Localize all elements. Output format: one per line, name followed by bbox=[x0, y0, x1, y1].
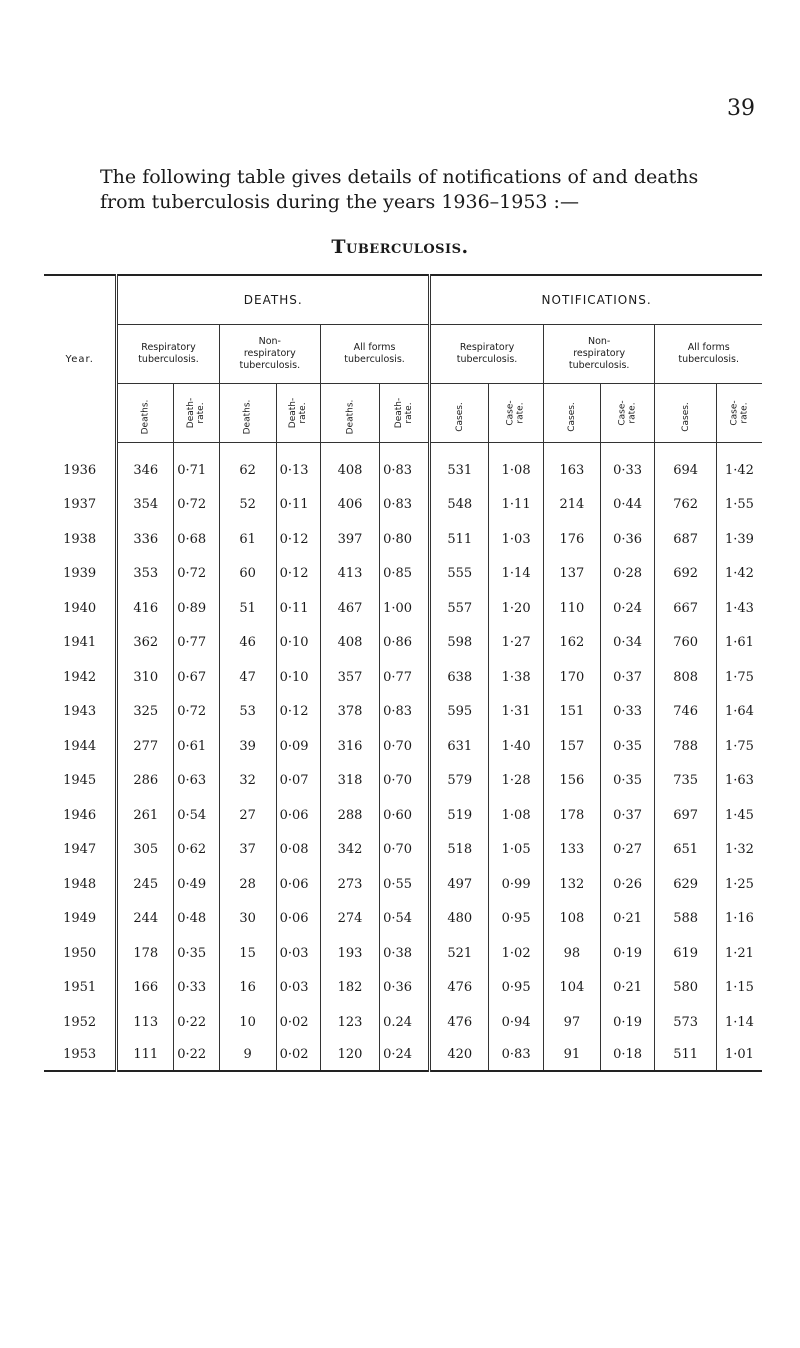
cell-nonresp-death-rate: 0·02 bbox=[276, 1005, 320, 1040]
cell-all-cases: 697 bbox=[655, 798, 716, 833]
notifications-all-forms-header: All forms tuberculosis. bbox=[655, 325, 762, 384]
col-case-rate: Case- rate. bbox=[716, 384, 762, 443]
cell-nonresp-death-rate: 0·09 bbox=[276, 729, 320, 764]
cell-nonresp-deaths: 37 bbox=[219, 833, 276, 868]
cell-nonresp-cases: 214 bbox=[543, 488, 600, 523]
cell-all-cases: 788 bbox=[655, 729, 716, 764]
cell-resp-case-rate: 1·03 bbox=[489, 522, 544, 557]
cell-all-cases: 580 bbox=[655, 971, 716, 1006]
cell-nonresp-death-rate: 0·08 bbox=[276, 833, 320, 868]
cell-all-cases: 573 bbox=[655, 1005, 716, 1040]
cell-resp-cases: 557 bbox=[430, 591, 489, 626]
cell-resp-cases: 595 bbox=[430, 695, 489, 730]
cell-year: 1942 bbox=[44, 660, 117, 695]
cell-resp-cases: 638 bbox=[430, 660, 489, 695]
cell-resp-death-rate: 0·22 bbox=[174, 1005, 220, 1040]
cell-year: 1941 bbox=[44, 626, 117, 661]
cell-all-deaths: 408 bbox=[320, 443, 379, 488]
cell-all-cases: 694 bbox=[655, 443, 716, 488]
cell-all-case-rate: 1·42 bbox=[724, 462, 754, 478]
cell-resp-death-rate: 0·22 bbox=[174, 1040, 220, 1071]
cell-nonresp-case-rate: 0·44 bbox=[600, 488, 655, 523]
table-row bbox=[44, 971, 762, 1006]
cell-year: 1945 bbox=[44, 764, 117, 799]
cell-nonresp-death-rate: 0·10 bbox=[276, 626, 320, 661]
cell-resp-deaths: 310 bbox=[117, 660, 174, 695]
table-row bbox=[44, 902, 762, 937]
cell-all-deaths: 123 bbox=[320, 1005, 379, 1040]
table-row bbox=[44, 936, 762, 971]
cell-resp-death-rate: 0·54 bbox=[174, 798, 220, 833]
cell-all-cases: 588 bbox=[655, 902, 716, 937]
table-row bbox=[44, 833, 762, 868]
cell-all-deaths: 397 bbox=[320, 522, 379, 557]
cell-all-cases: 667 bbox=[655, 591, 716, 626]
cell-resp-deaths: 277 bbox=[117, 729, 174, 764]
cell-resp-deaths: 178 bbox=[117, 936, 174, 971]
cell-resp-death-rate: 0·89 bbox=[174, 591, 220, 626]
cell-resp-deaths: 354 bbox=[117, 488, 174, 523]
cell-all-death-rate: 0·55 bbox=[380, 867, 430, 902]
cell-all-case-rate: 1·75 bbox=[724, 738, 754, 754]
cell-resp-cases: 555 bbox=[430, 557, 489, 592]
table-body bbox=[44, 443, 762, 1071]
cell-nonresp-death-rate: 0·06 bbox=[276, 867, 320, 902]
cell-nonresp-case-rate: 0·19 bbox=[600, 1005, 655, 1040]
cell-year: 1946 bbox=[44, 798, 117, 833]
cell-nonresp-cases: 132 bbox=[543, 867, 600, 902]
cell-nonresp-case-rate: 0·33 bbox=[600, 443, 655, 488]
cell-nonresp-case-rate: 0·19 bbox=[600, 936, 655, 971]
cell-all-death-rate: 0·85 bbox=[380, 557, 430, 592]
cell-all-case-rate: 1·42 bbox=[724, 566, 754, 582]
cell-nonresp-case-rate: 0·37 bbox=[600, 798, 655, 833]
col-death-rate: Death- rate. bbox=[276, 384, 320, 443]
cell-resp-deaths: 325 bbox=[117, 695, 174, 730]
cell-all-deaths: 288 bbox=[320, 798, 379, 833]
cell-resp-deaths: 362 bbox=[117, 626, 174, 661]
cell-resp-deaths: 286 bbox=[117, 764, 174, 799]
cell-all-death-rate: 0·70 bbox=[380, 729, 430, 764]
col-cases: Cases. bbox=[543, 384, 600, 443]
cell-nonresp-cases: 91 bbox=[543, 1040, 600, 1071]
cell-all-deaths: 193 bbox=[320, 936, 379, 971]
cell-nonresp-death-rate: 0·12 bbox=[276, 695, 320, 730]
cell-resp-deaths: 353 bbox=[117, 557, 174, 592]
cell-all-case-rate: 1·75 bbox=[724, 669, 754, 685]
cell-all-cases: 808 bbox=[655, 660, 716, 695]
cell-all-death-rate: 0·83 bbox=[380, 695, 430, 730]
table-row bbox=[44, 695, 762, 730]
cell-all-cases: 629 bbox=[655, 867, 716, 902]
cell-nonresp-deaths: 39 bbox=[219, 729, 276, 764]
page-number: 39 bbox=[727, 96, 755, 121]
cell-nonresp-case-rate: 0·18 bbox=[600, 1040, 655, 1071]
cell-nonresp-deaths: 30 bbox=[219, 902, 276, 937]
col-cases: Cases. bbox=[430, 384, 489, 443]
cell-all-deaths: 182 bbox=[320, 971, 379, 1006]
cell-nonresp-case-rate: 0·21 bbox=[600, 902, 655, 937]
cell-nonresp-case-rate: 0·26 bbox=[600, 867, 655, 902]
cell-resp-cases: 511 bbox=[430, 522, 489, 557]
cell-all-deaths: 406 bbox=[320, 488, 379, 523]
cell-resp-case-rate: 1·27 bbox=[489, 626, 544, 661]
cell-year: 1948 bbox=[44, 867, 117, 902]
cell-year: 1943 bbox=[44, 695, 117, 730]
cell-nonresp-deaths: 16 bbox=[219, 971, 276, 1006]
intro-line-1: The following table gives details of notifications of and deaths bbox=[100, 166, 699, 188]
cell-nonresp-death-rate: 0·07 bbox=[276, 764, 320, 799]
cell-all-case-rate: 1·32 bbox=[724, 842, 754, 858]
cell-all-deaths: 342 bbox=[320, 833, 379, 868]
cell-resp-case-rate: 1·38 bbox=[489, 660, 544, 695]
cell-all-case-rate: 1·25 bbox=[724, 876, 754, 892]
notifications-header: NOTIFICATIONS. bbox=[541, 293, 652, 307]
cell-all-cases: 760 bbox=[655, 626, 716, 661]
cell-nonresp-cases: 176 bbox=[543, 522, 600, 557]
cell-all-death-rate: 0·24 bbox=[380, 1040, 430, 1071]
cell-all-cases: 651 bbox=[655, 833, 716, 868]
cell-resp-death-rate: 0·33 bbox=[174, 971, 220, 1006]
cell-resp-death-rate: 0·49 bbox=[174, 867, 220, 902]
cell-resp-cases: 531 bbox=[430, 443, 489, 488]
cell-all-case-rate: 1·14 bbox=[724, 1014, 754, 1030]
table-row bbox=[44, 443, 762, 488]
cell-nonresp-deaths: 62 bbox=[219, 443, 276, 488]
cell-all-deaths: 413 bbox=[320, 557, 379, 592]
cell-nonresp-cases: 108 bbox=[543, 902, 600, 937]
cell-year: 1940 bbox=[44, 591, 117, 626]
cell-all-cases: 511 bbox=[655, 1040, 716, 1071]
table-row bbox=[44, 764, 762, 799]
cell-all-deaths: 273 bbox=[320, 867, 379, 902]
cell-all-death-rate: 0·54 bbox=[380, 902, 430, 937]
cell-nonresp-cases: 157 bbox=[543, 729, 600, 764]
col-deaths: Deaths. bbox=[219, 384, 276, 443]
cell-resp-deaths: 305 bbox=[117, 833, 174, 868]
cell-nonresp-death-rate: 0·11 bbox=[276, 488, 320, 523]
cell-nonresp-deaths: 60 bbox=[219, 557, 276, 592]
cell-nonresp-deaths: 28 bbox=[219, 867, 276, 902]
cell-nonresp-death-rate: 0·02 bbox=[276, 1040, 320, 1071]
notifications-non-respiratory-header: Non- respiratory tuberculosis. bbox=[543, 325, 654, 384]
table-row bbox=[44, 1005, 762, 1040]
cell-all-death-rate: 0·77 bbox=[380, 660, 430, 695]
table-title: Tuberculosis. bbox=[331, 236, 469, 258]
cell-resp-death-rate: 0·62 bbox=[174, 833, 220, 868]
cell-resp-death-rate: 0·72 bbox=[174, 488, 220, 523]
cell-nonresp-case-rate: 0·28 bbox=[600, 557, 655, 592]
cell-nonresp-death-rate: 0·10 bbox=[276, 660, 320, 695]
cell-resp-death-rate: 0·67 bbox=[174, 660, 220, 695]
deaths-header: DEATHS. bbox=[117, 275, 430, 325]
cell-year: 1938 bbox=[44, 522, 117, 557]
deaths-non-respiratory-header: Non- respiratory tuberculosis. bbox=[219, 325, 320, 384]
cell-all-case-rate: 1·15 bbox=[724, 980, 754, 996]
cell-nonresp-cases: 162 bbox=[543, 626, 600, 661]
cell-nonresp-death-rate: 0·03 bbox=[276, 971, 320, 1006]
cell-all-case-rate: 1·63 bbox=[724, 773, 754, 789]
cell-all-deaths: 120 bbox=[320, 1040, 379, 1071]
cell-resp-case-rate: 1·02 bbox=[489, 936, 544, 971]
col-death-rate: Death- rate. bbox=[380, 384, 430, 443]
cell-nonresp-deaths: 46 bbox=[219, 626, 276, 661]
cell-all-death-rate: 1·00 bbox=[380, 591, 430, 626]
cell-nonresp-case-rate: 0·34 bbox=[600, 626, 655, 661]
col-deaths: Deaths. bbox=[117, 384, 174, 443]
cell-nonresp-death-rate: 0·11 bbox=[276, 591, 320, 626]
cell-all-death-rate: 0·60 bbox=[380, 798, 430, 833]
col-cases: Cases. bbox=[655, 384, 716, 443]
col-deaths: Deaths. bbox=[320, 384, 379, 443]
cell-all-case-rate: 1·55 bbox=[724, 497, 754, 513]
cell-year: 1950 bbox=[44, 936, 117, 971]
cell-all-deaths: 378 bbox=[320, 695, 379, 730]
table-row bbox=[44, 660, 762, 695]
cell-resp-death-rate: 0·72 bbox=[174, 695, 220, 730]
cell-nonresp-cases: 151 bbox=[543, 695, 600, 730]
cell-year: 1947 bbox=[44, 833, 117, 868]
cell-resp-cases: 476 bbox=[430, 1005, 489, 1040]
cell-all-death-rate: 0.24 bbox=[380, 1005, 430, 1040]
cell-resp-case-rate: 1·11 bbox=[489, 488, 544, 523]
cell-resp-deaths: 113 bbox=[117, 1005, 174, 1040]
intro-paragraph bbox=[100, 165, 740, 215]
cell-all-case-rate: 1·21 bbox=[724, 945, 754, 961]
cell-all-cases: 692 bbox=[655, 557, 716, 592]
cell-nonresp-death-rate: 0·12 bbox=[276, 557, 320, 592]
cell-nonresp-deaths: 61 bbox=[219, 522, 276, 557]
cell-resp-deaths: 346 bbox=[117, 443, 174, 488]
table-row bbox=[44, 867, 762, 902]
cell-resp-deaths: 245 bbox=[117, 867, 174, 902]
cell-year: 1944 bbox=[44, 729, 117, 764]
cell-nonresp-case-rate: 0·37 bbox=[600, 660, 655, 695]
cell-all-case-rate: 1·39 bbox=[724, 531, 754, 547]
cell-all-deaths: 408 bbox=[320, 626, 379, 661]
col-death-rate: Death- rate. bbox=[174, 384, 220, 443]
cell-all-case-rate: 1·45 bbox=[724, 807, 754, 823]
cell-resp-case-rate: 1·31 bbox=[489, 695, 544, 730]
cell-year: 1951 bbox=[44, 971, 117, 1006]
cell-resp-deaths: 166 bbox=[117, 971, 174, 1006]
cell-resp-case-rate: 1·05 bbox=[489, 833, 544, 868]
cell-all-death-rate: 0·83 bbox=[380, 443, 430, 488]
cell-year: 1953 bbox=[44, 1040, 117, 1071]
cell-nonresp-deaths: 9 bbox=[219, 1040, 276, 1071]
intro-line-2: from tuberculosis during the years 1936–1953 :— bbox=[100, 191, 579, 213]
cell-year: 1952 bbox=[44, 1005, 117, 1040]
cell-nonresp-deaths: 47 bbox=[219, 660, 276, 695]
cell-nonresp-deaths: 51 bbox=[219, 591, 276, 626]
col-case-rate: Case- rate. bbox=[489, 384, 544, 443]
cell-resp-death-rate: 0·71 bbox=[174, 443, 220, 488]
cell-nonresp-cases: 178 bbox=[543, 798, 600, 833]
cell-resp-cases: 480 bbox=[430, 902, 489, 937]
cell-nonresp-death-rate: 0·03 bbox=[276, 936, 320, 971]
cell-all-case-rate: 1·43 bbox=[724, 600, 754, 616]
cell-year: 1949 bbox=[44, 902, 117, 937]
col-case-rate: Case- rate. bbox=[600, 384, 655, 443]
cell-all-deaths: 316 bbox=[320, 729, 379, 764]
cell-resp-case-rate: 0·94 bbox=[489, 1005, 544, 1040]
cell-resp-cases: 579 bbox=[430, 764, 489, 799]
cell-nonresp-cases: 133 bbox=[543, 833, 600, 868]
cell-nonresp-case-rate: 0·36 bbox=[600, 522, 655, 557]
table-row bbox=[44, 488, 762, 523]
cell-all-cases: 687 bbox=[655, 522, 716, 557]
cell-nonresp-deaths: 27 bbox=[219, 798, 276, 833]
cell-nonresp-case-rate: 0·35 bbox=[600, 764, 655, 799]
cell-all-cases: 619 bbox=[655, 936, 716, 971]
cell-all-case-rate: 1·16 bbox=[724, 911, 754, 927]
cell-all-death-rate: 0·86 bbox=[380, 626, 430, 661]
cell-resp-death-rate: 0·77 bbox=[174, 626, 220, 661]
cell-resp-deaths: 336 bbox=[117, 522, 174, 557]
table-row bbox=[44, 522, 762, 557]
cell-resp-cases: 518 bbox=[430, 833, 489, 868]
cell-year: 1937 bbox=[44, 488, 117, 523]
cell-nonresp-cases: 110 bbox=[543, 591, 600, 626]
cell-resp-deaths: 111 bbox=[117, 1040, 174, 1071]
cell-resp-case-rate: 0·95 bbox=[489, 902, 544, 937]
cell-nonresp-case-rate: 0·27 bbox=[600, 833, 655, 868]
cell-resp-cases: 420 bbox=[430, 1040, 489, 1071]
cell-nonresp-cases: 104 bbox=[543, 971, 600, 1006]
table-row bbox=[44, 557, 762, 592]
cell-all-death-rate: 0·70 bbox=[380, 833, 430, 868]
cell-nonresp-cases: 170 bbox=[543, 660, 600, 695]
cell-all-death-rate: 0·83 bbox=[380, 488, 430, 523]
cell-resp-case-rate: 0·99 bbox=[489, 867, 544, 902]
cell-nonresp-cases: 137 bbox=[543, 557, 600, 592]
cell-resp-case-rate: 0·95 bbox=[489, 971, 544, 1006]
cell-resp-cases: 548 bbox=[430, 488, 489, 523]
cell-resp-deaths: 261 bbox=[117, 798, 174, 833]
cell-resp-death-rate: 0·72 bbox=[174, 557, 220, 592]
cell-all-deaths: 318 bbox=[320, 764, 379, 799]
cell-resp-cases: 476 bbox=[430, 971, 489, 1006]
deaths-respiratory-header: Respiratory tuberculosis. bbox=[117, 325, 219, 384]
cell-nonresp-cases: 97 bbox=[543, 1005, 600, 1040]
cell-all-deaths: 357 bbox=[320, 660, 379, 695]
cell-all-death-rate: 0·70 bbox=[380, 764, 430, 799]
cell-resp-case-rate: 0·83 bbox=[489, 1040, 544, 1071]
cell-all-cases: 746 bbox=[655, 695, 716, 730]
cell-all-case-rate: 1·01 bbox=[724, 1047, 754, 1062]
cell-all-cases: 735 bbox=[655, 764, 716, 799]
cell-resp-cases: 519 bbox=[430, 798, 489, 833]
table-row bbox=[44, 626, 762, 661]
cell-year: 1939 bbox=[44, 557, 117, 592]
cell-all-deaths: 467 bbox=[320, 591, 379, 626]
cell-nonresp-deaths: 10 bbox=[219, 1005, 276, 1040]
cell-resp-cases: 521 bbox=[430, 936, 489, 971]
cell-resp-cases: 497 bbox=[430, 867, 489, 902]
cell-nonresp-case-rate: 0·35 bbox=[600, 729, 655, 764]
cell-nonresp-cases: 163 bbox=[543, 443, 600, 488]
cell-resp-deaths: 244 bbox=[117, 902, 174, 937]
cell-resp-case-rate: 1·08 bbox=[489, 443, 544, 488]
deaths-all-forms-header: All forms tuberculosis. bbox=[320, 325, 429, 384]
cell-resp-death-rate: 0·48 bbox=[174, 902, 220, 937]
cell-nonresp-cases: 156 bbox=[543, 764, 600, 799]
table-row bbox=[44, 591, 762, 626]
cell-resp-case-rate: 1·28 bbox=[489, 764, 544, 799]
cell-nonresp-deaths: 32 bbox=[219, 764, 276, 799]
table-row bbox=[44, 798, 762, 833]
table-row bbox=[44, 729, 762, 764]
cell-nonresp-deaths: 15 bbox=[219, 936, 276, 971]
cell-resp-death-rate: 0·63 bbox=[174, 764, 220, 799]
cell-resp-case-rate: 1·14 bbox=[489, 557, 544, 592]
table-row bbox=[44, 1040, 762, 1071]
cell-nonresp-death-rate: 0·13 bbox=[276, 443, 320, 488]
cell-resp-deaths: 416 bbox=[117, 591, 174, 626]
cell-resp-case-rate: 1·08 bbox=[489, 798, 544, 833]
cell-nonresp-death-rate: 0·12 bbox=[276, 522, 320, 557]
cell-all-death-rate: 0·38 bbox=[380, 936, 430, 971]
cell-nonresp-cases: 98 bbox=[543, 936, 600, 971]
cell-all-case-rate: 1·61 bbox=[724, 635, 754, 651]
cell-nonresp-deaths: 52 bbox=[219, 488, 276, 523]
cell-nonresp-death-rate: 0·06 bbox=[276, 902, 320, 937]
cell-resp-case-rate: 1·20 bbox=[489, 591, 544, 626]
tuberculosis-table bbox=[44, 274, 762, 1072]
cell-nonresp-deaths: 53 bbox=[219, 695, 276, 730]
cell-all-death-rate: 0·80 bbox=[380, 522, 430, 557]
cell-resp-death-rate: 0·61 bbox=[174, 729, 220, 764]
cell-resp-cases: 598 bbox=[430, 626, 489, 661]
cell-nonresp-death-rate: 0·06 bbox=[276, 798, 320, 833]
cell-all-deaths: 274 bbox=[320, 902, 379, 937]
year-header: Year. bbox=[44, 275, 117, 443]
cell-nonresp-case-rate: 0·21 bbox=[600, 971, 655, 1006]
cell-nonresp-case-rate: 0·24 bbox=[600, 591, 655, 626]
cell-all-case-rate: 1·64 bbox=[724, 704, 754, 720]
cell-resp-death-rate: 0·35 bbox=[174, 936, 220, 971]
cell-all-death-rate: 0·36 bbox=[380, 971, 430, 1006]
cell-year: 1936 bbox=[44, 443, 117, 488]
cell-all-cases: 762 bbox=[655, 488, 716, 523]
cell-resp-case-rate: 1·40 bbox=[489, 729, 544, 764]
cell-nonresp-case-rate: 0·33 bbox=[600, 695, 655, 730]
cell-resp-death-rate: 0·68 bbox=[174, 522, 220, 557]
cell-resp-cases: 631 bbox=[430, 729, 489, 764]
notifications-respiratory-header: Respiratory tuberculosis. bbox=[430, 325, 544, 384]
